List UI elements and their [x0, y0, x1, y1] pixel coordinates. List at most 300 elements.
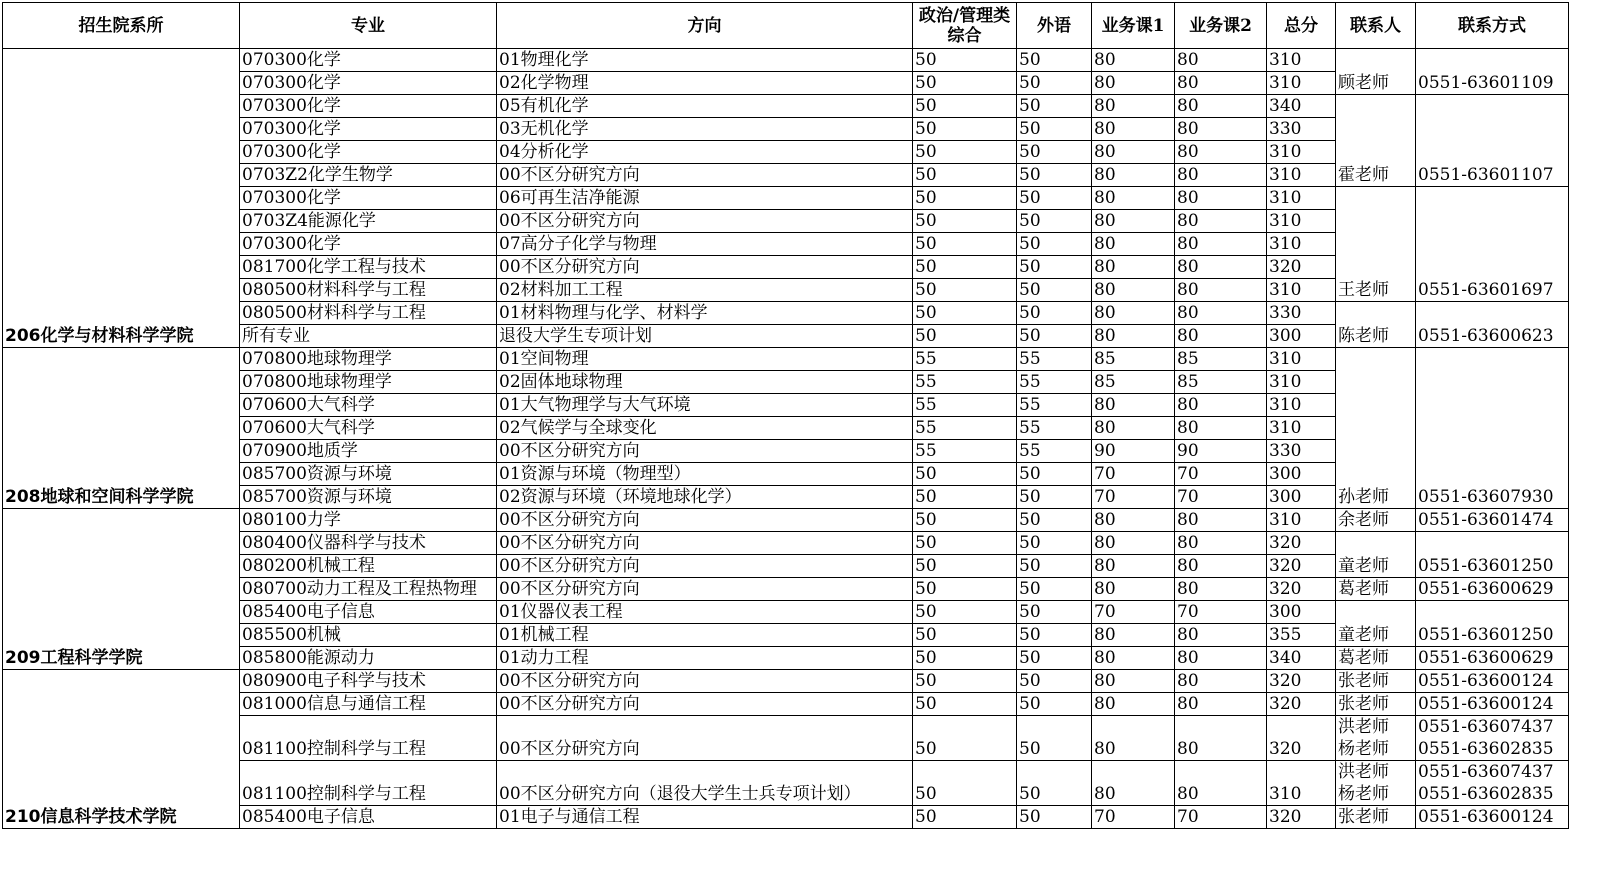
course2-score-cell: 80	[1175, 624, 1267, 647]
course1-score-cell: 80	[1092, 187, 1175, 210]
major-cell: 081700化学工程与技术	[240, 256, 497, 279]
phone-number: 0551-63600629	[1418, 579, 1554, 599]
phone-number: 0551-63607930	[1418, 487, 1554, 507]
direction-cell: 02化学物理	[497, 72, 913, 95]
language-score-cell: 50	[1017, 49, 1092, 72]
major-cell: 070300化学	[240, 95, 497, 118]
total-score-cell: 320	[1267, 578, 1336, 601]
course2-score-cell: 80	[1175, 647, 1267, 670]
total-score-cell: 320	[1267, 670, 1336, 693]
course1-score-cell: 80	[1092, 118, 1175, 141]
phone-number: 0551-63601109	[1418, 73, 1554, 93]
course2-score-cell: 80	[1175, 302, 1267, 325]
language-score-cell: 50	[1017, 578, 1092, 601]
politics-score-cell: 50	[913, 647, 1017, 670]
direction-cell: 01空间物理	[497, 348, 913, 371]
course2-score-cell: 80	[1175, 716, 1267, 761]
major-cell: 085700资源与环境	[240, 486, 497, 509]
contact-name: 张老师	[1338, 807, 1389, 827]
course1-score-cell: 85	[1092, 371, 1175, 394]
contact-cell	[1336, 578, 1416, 601]
phone-number: 0551-63600623	[1418, 326, 1554, 346]
total-score-cell: 320	[1267, 806, 1336, 829]
course2-score-cell: 80	[1175, 509, 1267, 532]
contact-cell	[1336, 187, 1416, 302]
direction-cell: 00不区分研究方向（退役大学生士兵专项计划）	[497, 761, 913, 806]
course2-score-cell: 80	[1175, 210, 1267, 233]
total-score-cell: 310	[1267, 279, 1336, 302]
table-row	[3, 670, 1569, 693]
course1-score-cell: 70	[1092, 806, 1175, 829]
language-score-cell: 50	[1017, 210, 1092, 233]
direction-cell: 01电子与通信工程	[497, 806, 913, 829]
contact-name: 王老师	[1338, 280, 1389, 300]
major-cell: 080400仪器科学与技术	[240, 532, 497, 555]
course2-score-cell: 80	[1175, 72, 1267, 95]
major-cell: 080700动力工程及工程热物理	[240, 578, 497, 601]
course2-score-cell: 85	[1175, 348, 1267, 371]
course2-score-cell: 70	[1175, 806, 1267, 829]
direction-cell: 07高分子化学与物理	[497, 233, 913, 256]
header-course1: 业务课1	[1092, 3, 1175, 49]
course2-score-cell: 80	[1175, 164, 1267, 187]
major-cell: 070800地球物理学	[240, 371, 497, 394]
major-cell: 085400电子信息	[240, 806, 497, 829]
language-score-cell: 50	[1017, 95, 1092, 118]
course1-score-cell: 70	[1092, 463, 1175, 486]
course2-score-cell: 80	[1175, 49, 1267, 72]
course2-score-cell: 80	[1175, 233, 1267, 256]
dept-cell: 208地球和空间科学学院	[3, 348, 240, 509]
phone-number: 0551-63607437	[1418, 717, 1554, 737]
total-score-cell: 300	[1267, 601, 1336, 624]
direction-cell: 00不区分研究方向	[497, 440, 913, 463]
contact-cell	[1336, 532, 1416, 578]
direction-cell: 02资源与环境（环境地球化学）	[497, 486, 913, 509]
course2-score-cell: 80	[1175, 118, 1267, 141]
course2-score-cell: 80	[1175, 256, 1267, 279]
phone-number: 0551-63607437	[1418, 762, 1554, 782]
politics-score-cell: 50	[913, 279, 1017, 302]
politics-score-cell: 50	[913, 164, 1017, 187]
direction-cell: 00不区分研究方向	[497, 578, 913, 601]
politics-score-cell: 50	[913, 118, 1017, 141]
major-cell: 081100控制科学与工程	[240, 716, 497, 761]
contact-cell	[1336, 601, 1416, 647]
direction-cell: 02材料加工工程	[497, 279, 913, 302]
direction-cell: 01仪器仪表工程	[497, 601, 913, 624]
course1-score-cell: 85	[1092, 348, 1175, 371]
politics-score-cell: 50	[913, 601, 1017, 624]
direction-cell: 03无机化学	[497, 118, 913, 141]
course1-score-cell: 80	[1092, 49, 1175, 72]
major-cell: 070300化学	[240, 72, 497, 95]
phone-cell	[1416, 578, 1569, 601]
phone-number: 0551-63601250	[1418, 556, 1554, 576]
course2-score-cell: 70	[1175, 601, 1267, 624]
phone-cell	[1416, 806, 1569, 829]
language-score-cell: 50	[1017, 647, 1092, 670]
contact-cell	[1336, 670, 1416, 693]
course2-score-cell: 80	[1175, 279, 1267, 302]
direction-cell: 01资源与环境（物理型）	[497, 463, 913, 486]
course2-score-cell: 80	[1175, 325, 1267, 348]
direction-cell: 00不区分研究方向	[497, 256, 913, 279]
politics-score-cell: 50	[913, 509, 1017, 532]
course1-score-cell: 80	[1092, 624, 1175, 647]
total-score-cell: 340	[1267, 647, 1336, 670]
total-score-cell: 310	[1267, 49, 1336, 72]
major-cell: 081000信息与通信工程	[240, 693, 497, 716]
course1-score-cell: 80	[1092, 532, 1175, 555]
table-row	[3, 348, 1569, 371]
major-cell: 070300化学	[240, 49, 497, 72]
direction-cell: 01大气物理学与大气环境	[497, 394, 913, 417]
major-cell: 080200机械工程	[240, 555, 497, 578]
language-score-cell: 50	[1017, 141, 1092, 164]
politics-score-cell: 50	[913, 463, 1017, 486]
course1-score-cell: 80	[1092, 509, 1175, 532]
major-cell: 080500材料科学与工程	[240, 302, 497, 325]
language-score-cell: 50	[1017, 463, 1092, 486]
contact-cell	[1336, 302, 1416, 348]
course1-score-cell: 90	[1092, 440, 1175, 463]
language-score-cell: 55	[1017, 371, 1092, 394]
major-cell: 0703Z4能源化学	[240, 210, 497, 233]
contact-name: 洪老师	[1338, 762, 1389, 782]
major-cell: 070300化学	[240, 141, 497, 164]
politics-score-cell: 50	[913, 187, 1017, 210]
language-score-cell: 55	[1017, 417, 1092, 440]
course2-score-cell: 80	[1175, 761, 1267, 806]
direction-cell: 00不区分研究方向	[497, 164, 913, 187]
total-score-cell: 310	[1267, 394, 1336, 417]
language-score-cell: 50	[1017, 716, 1092, 761]
course1-score-cell: 80	[1092, 302, 1175, 325]
language-score-cell: 50	[1017, 670, 1092, 693]
politics-score-cell: 55	[913, 394, 1017, 417]
contact-cell	[1336, 761, 1416, 806]
politics-score-cell: 50	[913, 761, 1017, 806]
course2-score-cell: 80	[1175, 555, 1267, 578]
major-cell: 070300化学	[240, 187, 497, 210]
phone-number: 0551-63600124	[1418, 671, 1554, 691]
total-score-cell: 310	[1267, 210, 1336, 233]
total-score-cell: 320	[1267, 532, 1336, 555]
course1-score-cell: 80	[1092, 95, 1175, 118]
politics-score-cell: 50	[913, 302, 1017, 325]
total-score-cell: 300	[1267, 325, 1336, 348]
header-major: 专业	[240, 3, 497, 49]
politics-score-cell: 50	[913, 670, 1017, 693]
total-score-cell: 310	[1267, 417, 1336, 440]
dept-cell: 210信息科学技术学院	[3, 670, 240, 829]
language-score-cell: 50	[1017, 256, 1092, 279]
contact-name: 张老师	[1338, 671, 1389, 691]
course1-score-cell: 80	[1092, 693, 1175, 716]
politics-score-cell: 50	[913, 806, 1017, 829]
total-score-cell: 300	[1267, 463, 1336, 486]
direction-cell: 00不区分研究方向	[497, 670, 913, 693]
direction-cell: 04分析化学	[497, 141, 913, 164]
phone-cell	[1416, 693, 1569, 716]
direction-cell: 02气候学与全球变化	[497, 417, 913, 440]
language-score-cell: 55	[1017, 394, 1092, 417]
total-score-cell: 310	[1267, 761, 1336, 806]
politics-score-cell: 50	[913, 578, 1017, 601]
course1-score-cell: 80	[1092, 279, 1175, 302]
contact-name: 杨老师	[1338, 784, 1389, 804]
admission-score-sheet	[2, 2, 1569, 829]
course1-score-cell: 80	[1092, 233, 1175, 256]
contact-cell	[1336, 348, 1416, 509]
politics-score-cell: 55	[913, 417, 1017, 440]
contact-cell	[1336, 647, 1416, 670]
politics-score-cell: 50	[913, 95, 1017, 118]
language-score-cell: 50	[1017, 187, 1092, 210]
phone-cell	[1416, 647, 1569, 670]
major-cell: 070600大气科学	[240, 417, 497, 440]
politics-score-cell: 50	[913, 233, 1017, 256]
politics-score-cell: 50	[913, 693, 1017, 716]
contact-name: 童老师	[1338, 556, 1389, 576]
language-score-cell: 50	[1017, 624, 1092, 647]
politics-score-cell: 50	[913, 49, 1017, 72]
header-row	[3, 3, 1569, 49]
phone-number: 0551-63602835	[1418, 739, 1554, 759]
language-score-cell: 50	[1017, 532, 1092, 555]
phone-cell	[1416, 49, 1569, 95]
direction-cell: 02固体地球物理	[497, 371, 913, 394]
course1-score-cell: 80	[1092, 555, 1175, 578]
phone-number: 0551-63602835	[1418, 784, 1554, 804]
major-cell: 085800能源动力	[240, 647, 497, 670]
total-score-cell: 310	[1267, 72, 1336, 95]
language-score-cell: 50	[1017, 486, 1092, 509]
course2-score-cell: 80	[1175, 95, 1267, 118]
language-score-cell: 50	[1017, 72, 1092, 95]
header-politics: 政治/管理类综合	[913, 3, 1017, 49]
course1-score-cell: 70	[1092, 601, 1175, 624]
language-score-cell: 55	[1017, 348, 1092, 371]
total-score-cell: 330	[1267, 302, 1336, 325]
course1-score-cell: 80	[1092, 670, 1175, 693]
phone-number: 0551-63600629	[1418, 648, 1554, 668]
contact-name: 葛老师	[1338, 648, 1389, 668]
course1-score-cell: 80	[1092, 578, 1175, 601]
course1-score-cell: 80	[1092, 256, 1175, 279]
language-score-cell: 50	[1017, 302, 1092, 325]
politics-score-cell: 50	[913, 141, 1017, 164]
phone-cell	[1416, 532, 1569, 578]
politics-score-cell: 50	[913, 325, 1017, 348]
major-cell: 070300化学	[240, 118, 497, 141]
course2-score-cell: 80	[1175, 417, 1267, 440]
course2-score-cell: 70	[1175, 486, 1267, 509]
direction-cell: 00不区分研究方向	[497, 532, 913, 555]
language-score-cell: 50	[1017, 555, 1092, 578]
contact-name: 霍老师	[1338, 165, 1389, 185]
course2-score-cell: 80	[1175, 187, 1267, 210]
contact-name: 陈老师	[1338, 326, 1389, 346]
major-cell: 080900电子科学与技术	[240, 670, 497, 693]
course1-score-cell: 80	[1092, 647, 1175, 670]
course2-score-cell: 80	[1175, 670, 1267, 693]
language-score-cell: 50	[1017, 233, 1092, 256]
header-phone: 联系方式	[1416, 3, 1569, 49]
direction-cell: 00不区分研究方向	[497, 555, 913, 578]
contact-name: 余老师	[1338, 510, 1389, 530]
language-score-cell: 50	[1017, 509, 1092, 532]
course2-score-cell: 80	[1175, 394, 1267, 417]
contact-name: 童老师	[1338, 625, 1389, 645]
direction-cell: 01动力工程	[497, 647, 913, 670]
contact-name: 顾老师	[1338, 73, 1389, 93]
language-score-cell: 50	[1017, 279, 1092, 302]
phone-cell	[1416, 187, 1569, 302]
language-score-cell: 50	[1017, 164, 1092, 187]
direction-cell: 退役大学生专项计划	[497, 325, 913, 348]
language-score-cell: 50	[1017, 806, 1092, 829]
direction-cell: 05有机化学	[497, 95, 913, 118]
major-cell: 080100力学	[240, 509, 497, 532]
header-course2: 业务课2	[1175, 3, 1267, 49]
politics-score-cell: 50	[913, 555, 1017, 578]
course2-score-cell: 70	[1175, 463, 1267, 486]
language-score-cell: 50	[1017, 601, 1092, 624]
phone-number: 0551-63600124	[1418, 807, 1554, 827]
direction-cell: 06可再生洁净能源	[497, 187, 913, 210]
total-score-cell: 310	[1267, 348, 1336, 371]
dept-cell: 206化学与材料科学学院	[3, 49, 240, 348]
politics-score-cell: 55	[913, 348, 1017, 371]
header-direction: 方向	[497, 3, 913, 49]
phone-number: 0551-63601697	[1418, 280, 1554, 300]
politics-score-cell: 50	[913, 486, 1017, 509]
phone-cell	[1416, 302, 1569, 348]
major-cell: 070900地质学	[240, 440, 497, 463]
total-score-cell: 310	[1267, 371, 1336, 394]
dept-cell: 209工程科学学院	[3, 509, 240, 670]
contact-cell	[1336, 693, 1416, 716]
total-score-cell: 310	[1267, 164, 1336, 187]
phone-cell	[1416, 509, 1569, 532]
phone-cell	[1416, 716, 1569, 761]
direction-cell: 00不区分研究方向	[497, 693, 913, 716]
direction-cell: 00不区分研究方向	[497, 509, 913, 532]
total-score-cell: 320	[1267, 256, 1336, 279]
contact-name: 孙老师	[1338, 487, 1389, 507]
course1-score-cell: 80	[1092, 716, 1175, 761]
course1-score-cell: 80	[1092, 141, 1175, 164]
course1-score-cell: 80	[1092, 210, 1175, 233]
major-cell: 0703Z2化学生物学	[240, 164, 497, 187]
score-table	[2, 2, 1569, 829]
politics-score-cell: 50	[913, 72, 1017, 95]
major-cell: 081100控制科学与工程	[240, 761, 497, 806]
course2-score-cell: 85	[1175, 371, 1267, 394]
phone-cell	[1416, 670, 1569, 693]
politics-score-cell: 55	[913, 440, 1017, 463]
direction-cell: 01物理化学	[497, 49, 913, 72]
course1-score-cell: 80	[1092, 164, 1175, 187]
direction-cell: 00不区分研究方向	[497, 716, 913, 761]
major-cell: 080500材料科学与工程	[240, 279, 497, 302]
course1-score-cell: 80	[1092, 394, 1175, 417]
contact-cell	[1336, 509, 1416, 532]
course1-score-cell: 80	[1092, 325, 1175, 348]
language-score-cell: 50	[1017, 761, 1092, 806]
politics-score-cell: 50	[913, 210, 1017, 233]
language-score-cell: 55	[1017, 440, 1092, 463]
total-score-cell: 310	[1267, 141, 1336, 164]
table-body	[3, 49, 1569, 829]
direction-cell: 01材料物理与化学、材料学	[497, 302, 913, 325]
language-score-cell: 50	[1017, 118, 1092, 141]
politics-score-cell: 50	[913, 716, 1017, 761]
contact-cell	[1336, 716, 1416, 761]
total-score-cell: 310	[1267, 233, 1336, 256]
contact-name: 葛老师	[1338, 579, 1389, 599]
major-cell: 所有专业	[240, 325, 497, 348]
course1-score-cell: 70	[1092, 486, 1175, 509]
course1-score-cell: 80	[1092, 417, 1175, 440]
course2-score-cell: 80	[1175, 141, 1267, 164]
phone-cell	[1416, 348, 1569, 509]
total-score-cell: 320	[1267, 716, 1336, 761]
course1-score-cell: 80	[1092, 72, 1175, 95]
contact-name: 张老师	[1338, 694, 1389, 714]
direction-cell: 01机械工程	[497, 624, 913, 647]
phone-number: 0551-63600124	[1418, 694, 1554, 714]
phone-cell	[1416, 761, 1569, 806]
phone-cell	[1416, 601, 1569, 647]
contact-name: 杨老师	[1338, 739, 1389, 759]
course2-score-cell: 80	[1175, 532, 1267, 555]
politics-score-cell: 55	[913, 371, 1017, 394]
major-cell: 085400电子信息	[240, 601, 497, 624]
course2-score-cell: 80	[1175, 578, 1267, 601]
total-score-cell: 310	[1267, 509, 1336, 532]
major-cell: 085500机械	[240, 624, 497, 647]
total-score-cell: 320	[1267, 693, 1336, 716]
direction-cell: 00不区分研究方向	[497, 210, 913, 233]
politics-score-cell: 50	[913, 624, 1017, 647]
phone-cell	[1416, 95, 1569, 187]
table-row	[3, 49, 1569, 72]
total-score-cell: 320	[1267, 555, 1336, 578]
phone-number: 0551-63601474	[1418, 510, 1554, 530]
contact-cell	[1336, 49, 1416, 95]
phone-number: 0551-63601107	[1418, 165, 1554, 185]
total-score-cell: 310	[1267, 187, 1336, 210]
total-score-cell: 355	[1267, 624, 1336, 647]
politics-score-cell: 50	[913, 256, 1017, 279]
phone-number: 0551-63601250	[1418, 625, 1554, 645]
header-dept: 招生院系所	[3, 3, 240, 49]
total-score-cell: 330	[1267, 118, 1336, 141]
table-row	[3, 509, 1569, 532]
total-score-cell: 340	[1267, 95, 1336, 118]
course2-score-cell: 90	[1175, 440, 1267, 463]
language-score-cell: 50	[1017, 693, 1092, 716]
header-contact: 联系人	[1336, 3, 1416, 49]
major-cell: 070800地球物理学	[240, 348, 497, 371]
contact-name: 洪老师	[1338, 717, 1389, 737]
major-cell: 070600大气科学	[240, 394, 497, 417]
contact-cell	[1336, 806, 1416, 829]
major-cell: 070300化学	[240, 233, 497, 256]
